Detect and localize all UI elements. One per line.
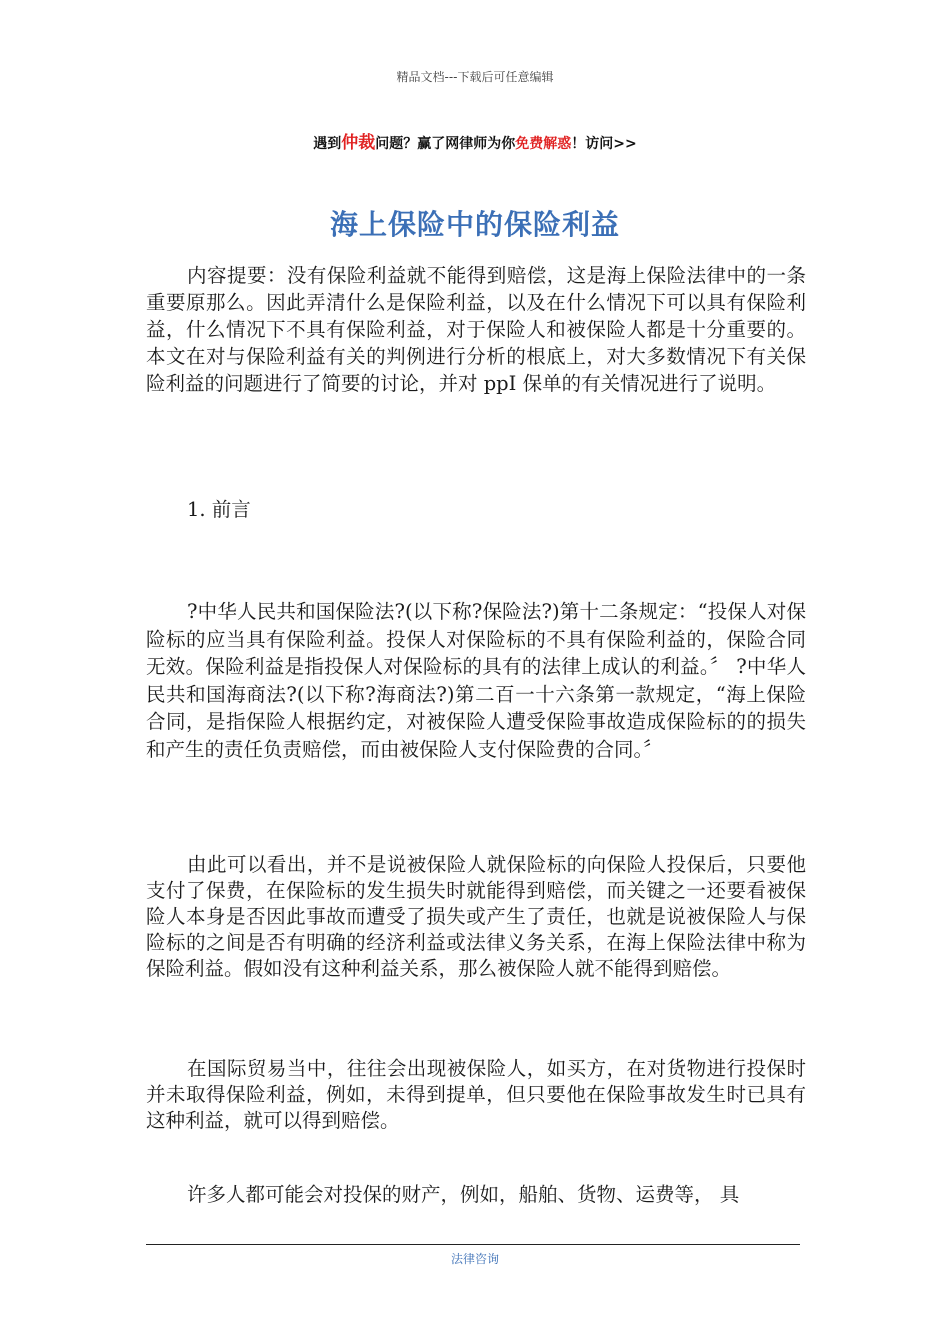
paragraph-law-citation: ?中华人民共和国保险法?(以下称?保险法?)第十二条规定：“投保人对保险标的应当具有保险利益。投保人对保险标的不具有保险利益的，保险合同无效。保险利益是指投保人对保险标的具有的法律上成认的利益。〞 ?中华人民共和国海商法?(以下称?海商法?)第二百一十六条第一款规定，“海上保险合同，是指保险人根据约定，对被保险人遭受保险事故造成保险标的的损失和产生的责任负责赔偿，而由被保险人支付保险费的合同。〞 [146, 600, 806, 761]
promo-highlight-arbitration: 仲裁 [341, 133, 376, 153]
promo-link[interactable] [0, 128, 950, 153]
paragraph-analysis: 由此可以看出，并不是说被保险人就保险标的向保险人投保后，只要他支付了保费，在保险标的发生损失时就能得到赔偿，而关键之一还要看被保险人本身是否因此事故而遭受了损失或产生了责任，也就是说被保险人与保险标的之间是否有明确的经济利益或法律义务关系，在海上保险法律中称为保险利益。假如没有这种利益关系，那么被保险人就不能得到赔偿。 [146, 853, 806, 980]
promo-text-1: 遇到 [313, 136, 342, 152]
footer-divider [146, 1244, 800, 1245]
footer-note: 法律咨询 [450, 1252, 499, 1266]
promo-text-3: ！访问>> [571, 136, 637, 152]
paragraph-international-trade: 在国际贸易当中，往往会出现被保险人，如买方，在对货物进行投保时并未取得保险利益，例如，未得到提单，但只要他在保险事故发生时已具有这种利益，就可以得到赔偿。 [146, 1057, 806, 1132]
promo-highlight-free: 免费解惑 [515, 136, 572, 152]
document-title: 海上保险中的保险利益 [329, 208, 620, 241]
paragraph-abstract: 内容提要：没有保险利益就不能得到赔偿，这是海上保险法律中的一条重要原那么。因此弄清什么是保险利益，以及在什么情况下可以具有保险利益，什么情况下不具有保险利益，对于保险人和被保险人都是十分重要的。本文在对与保险利益有关的判例进行分析的根底上，对大多数情况下有关保险利益的问题进行了简要的讨论，并对 ppI 保单的有关情况进行了说明。 [146, 264, 806, 395]
header-note: 精品文档---下载后可任意编辑 [396, 70, 554, 84]
paragraph-multiple-parties: 许多人都可能会对投保的财产，例如，船舶、货物、运费等， 具 [187, 1183, 740, 1206]
promo-text-2: 问题？赢了网律师为你 [375, 136, 516, 152]
section-heading-preface: 1. 前言 [187, 498, 251, 521]
